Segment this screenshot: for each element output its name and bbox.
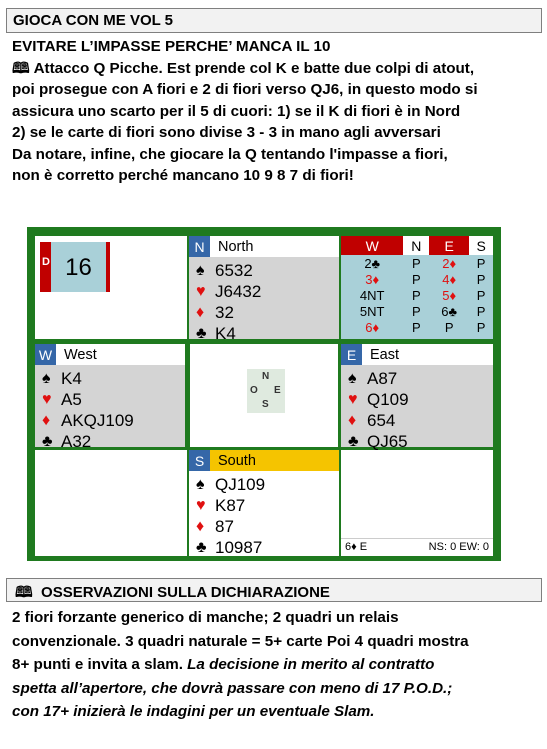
club-icon: ♣ bbox=[196, 324, 207, 342]
intro-line: Attacco Q Picche. Est prende col K e batte due colpi di atout, bbox=[33, 59, 475, 77]
hearts-holding: A5 bbox=[61, 389, 82, 409]
bid-cell: 5NT bbox=[359, 303, 385, 319]
bid-header: E bbox=[429, 236, 469, 255]
intro-line: poi prosegue con A fiori e 2 di fiori verso QJ6, in questo modo si bbox=[12, 81, 478, 98]
clubs-holding: 10987 bbox=[215, 537, 263, 557]
intro-line: Da notare, infine, che giocare la Q tentando l'impasse a fiori, bbox=[12, 145, 448, 163]
bid-cell: P bbox=[411, 319, 421, 335]
spade-icon: ♠ bbox=[196, 475, 205, 493]
obs-line: convenzionale. 3 quadri naturale = 5+ carte Poi 4 quadri mostra bbox=[12, 632, 469, 650]
bid-cell: P bbox=[411, 255, 421, 271]
clubs-holding: A32 bbox=[61, 431, 92, 451]
player-name: East bbox=[370, 346, 400, 363]
bid-cell: 4♦ bbox=[442, 271, 457, 287]
hearts-holding: Q109 bbox=[367, 389, 409, 409]
bid-cell: 6♦ bbox=[365, 319, 380, 335]
diamond-icon: ♦ bbox=[42, 411, 51, 429]
west-hand bbox=[35, 344, 185, 451]
player-name: West bbox=[64, 346, 97, 363]
page-title: GIOCA CON ME VOL 5 bbox=[13, 12, 174, 29]
score: NS: 0 EW: 0 bbox=[428, 540, 489, 553]
spade-icon: ♠ bbox=[196, 261, 205, 279]
bid-header: N bbox=[403, 236, 429, 255]
bid-row bbox=[341, 287, 493, 303]
obs-line: 2 fiori forzante generico di manche; 2 quadri un relais bbox=[12, 609, 399, 626]
bid-cell: 2♦ bbox=[442, 255, 457, 271]
title-bar bbox=[6, 8, 542, 33]
bid-cell: P bbox=[411, 287, 421, 303]
heading: EVITARE L’IMPASSE PERCHE’ MANCA IL 10 bbox=[12, 38, 331, 55]
spades-holding: QJ109 bbox=[215, 474, 266, 494]
spade-icon: ♠ bbox=[42, 369, 51, 387]
dealer-letter: D bbox=[42, 256, 50, 268]
obs-italic: con 17+ inizierà le indagini per un eventuale Slam. bbox=[12, 703, 375, 720]
diamonds-holding: 654 bbox=[367, 410, 396, 430]
spades-holding: A87 bbox=[367, 368, 398, 388]
contract: 6♦ E bbox=[345, 540, 368, 553]
bid-cell: P bbox=[476, 303, 486, 319]
diamond-icon: ♦ bbox=[196, 303, 205, 321]
observations-header bbox=[6, 578, 542, 602]
clubs-holding: K4 bbox=[215, 323, 236, 343]
bidding-table bbox=[341, 236, 493, 339]
bid-cell: 2♣ bbox=[364, 255, 381, 271]
heart-icon: ♥ bbox=[348, 390, 358, 408]
diamonds-holding: 87 bbox=[215, 516, 234, 536]
club-icon: ♣ bbox=[196, 538, 207, 556]
bid-row bbox=[341, 255, 493, 271]
bid-cell: 5♦ bbox=[442, 287, 457, 303]
heart-icon: ♥ bbox=[196, 496, 206, 514]
dealer-marker bbox=[40, 242, 110, 292]
diamond-icon: ♦ bbox=[196, 517, 205, 535]
east-hand bbox=[341, 344, 493, 451]
seat-badge: S bbox=[189, 450, 210, 471]
bottom-left-panel bbox=[35, 450, 187, 556]
spades-holding: 6532 bbox=[215, 260, 253, 280]
heart-icon: ♥ bbox=[196, 282, 206, 300]
diamonds-holding: 32 bbox=[215, 302, 234, 322]
bid-cell: P bbox=[411, 271, 421, 287]
bid-cell: P bbox=[411, 303, 421, 319]
intro-line: assicura uno scarto per il 5 di cuori: 1) se il K di fiori è in Nord bbox=[12, 102, 461, 120]
bid-cell: P bbox=[476, 287, 486, 303]
bid-cell: P bbox=[476, 319, 486, 335]
bid-header: S bbox=[469, 236, 493, 255]
open-book-icon: 🕮 bbox=[12, 59, 30, 77]
heart-icon: ♥ bbox=[42, 390, 52, 408]
north-hand bbox=[189, 236, 339, 343]
clubs-holding: QJ65 bbox=[367, 431, 408, 451]
bid-row bbox=[341, 303, 493, 319]
bid-cell: P bbox=[476, 271, 486, 287]
player-name: South bbox=[218, 452, 256, 469]
observations-title: OSSERVAZIONI SULLA DICHIARAZIONE bbox=[41, 584, 330, 601]
obs-italic: La decisione in merito al contratto bbox=[182, 656, 435, 673]
compass bbox=[247, 369, 285, 413]
board-number-box bbox=[51, 242, 106, 292]
bid-cell: P bbox=[476, 255, 486, 271]
board-info-panel bbox=[35, 236, 187, 339]
intro-line: 2) se le carte di fiori sono divise 3 - 3 in mano agli avversari bbox=[12, 124, 441, 141]
intro-line: non è corretto perché mancano 10 9 8 7 di fiori! bbox=[12, 167, 354, 184]
hearts-holding: J6432 bbox=[215, 281, 262, 301]
obs-line: 8+ punti e invita a slam. bbox=[12, 656, 183, 673]
bridge-board bbox=[27, 227, 501, 561]
seat-badge: W bbox=[35, 344, 56, 365]
diamonds-holding: AKQJ109 bbox=[61, 410, 134, 430]
board-number: 16 bbox=[65, 254, 92, 281]
bid-cell: 4NT bbox=[359, 287, 385, 303]
intro-text bbox=[12, 36, 540, 187]
spade-icon: ♠ bbox=[348, 369, 357, 387]
compass-n: N bbox=[262, 371, 270, 382]
obs-italic: spetta all’apertore, che dovrà passare con meno di 17 P.O.D.; bbox=[12, 679, 453, 697]
seat-badge: E bbox=[341, 344, 362, 365]
spades-holding: K4 bbox=[61, 368, 82, 388]
bid-cell: 3♦ bbox=[365, 271, 380, 287]
bid-row bbox=[341, 319, 493, 335]
compass-o: O bbox=[250, 385, 258, 396]
south-hand bbox=[189, 450, 339, 556]
observations-text bbox=[12, 606, 540, 724]
bid-header: W bbox=[341, 236, 403, 255]
open-book-icon: 🕮 bbox=[15, 584, 33, 601]
bid-row bbox=[341, 271, 493, 287]
club-icon: ♣ bbox=[348, 432, 359, 450]
diamond-icon: ♦ bbox=[348, 411, 357, 429]
bid-cell: P bbox=[444, 319, 454, 335]
bid-cell: 6♣ bbox=[441, 303, 458, 319]
seat-badge: N bbox=[189, 236, 210, 257]
hearts-holding: K87 bbox=[215, 495, 246, 515]
player-name: North bbox=[218, 238, 254, 255]
compass-s: S bbox=[262, 399, 269, 410]
club-icon: ♣ bbox=[42, 432, 53, 450]
result-bar bbox=[341, 538, 493, 554]
compass-e: E bbox=[274, 385, 281, 396]
